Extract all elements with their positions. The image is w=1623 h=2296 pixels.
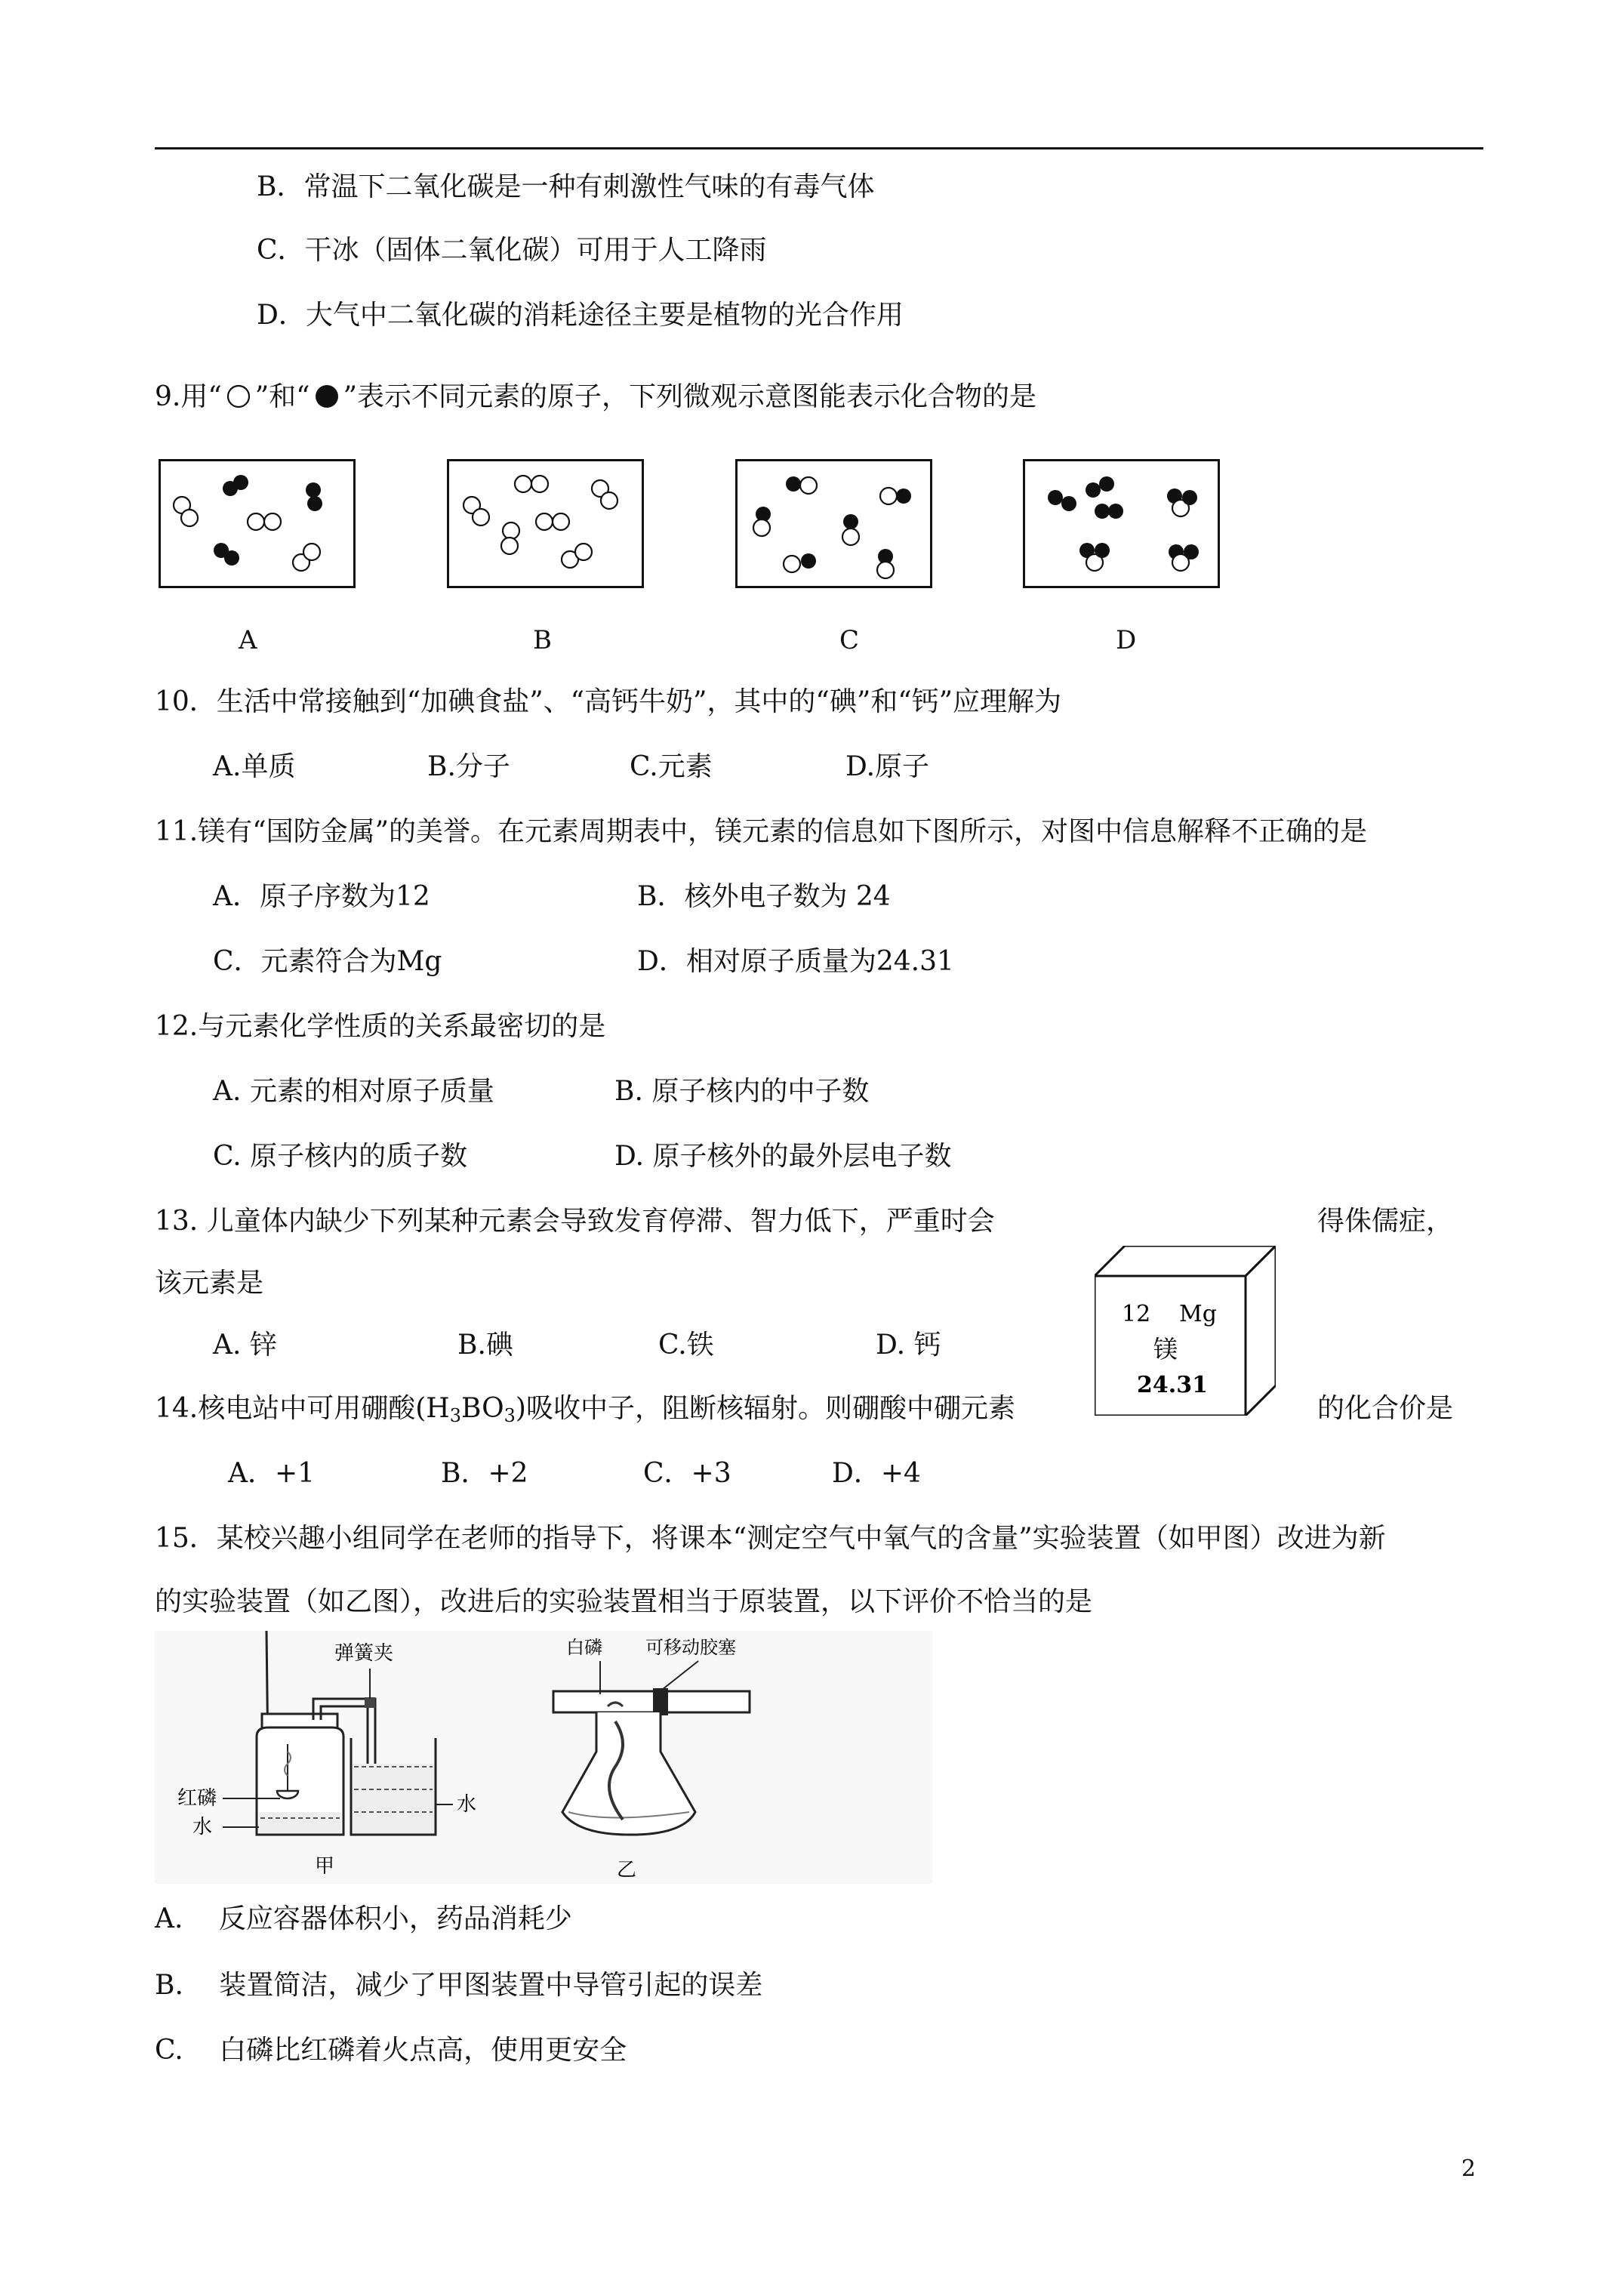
q10-stem: 10．生活中常接触到“加碘食盐”、“高钙牛奶”，其中的“碘”和“钙”应理解为 bbox=[155, 686, 1062, 717]
q14-option-b: B．+2 bbox=[441, 1458, 528, 1489]
molecule-diagram-d bbox=[1023, 459, 1220, 588]
q15-option-a: A. 反应容器体积小，药品消耗少 bbox=[155, 1903, 572, 1934]
white-atom-icon bbox=[222, 383, 255, 410]
header-rule bbox=[155, 147, 1483, 149]
q11-option-d: D．相对原子质量为24.31 bbox=[637, 946, 954, 977]
q13-option-c: C.铁 bbox=[658, 1330, 714, 1361]
q8-option-d: D．大气中二氧化碳的消耗途径主要是植物的光合作用 bbox=[257, 300, 904, 331]
q8-option-b: B．常温下二氧化碳是一种有刺激性气味的有毒气体 bbox=[257, 171, 875, 202]
q9-option-b-label: B bbox=[533, 625, 552, 655]
q9-option-d-label: D bbox=[1116, 625, 1137, 655]
q11-option-b: B．核外电子数为 24 bbox=[637, 881, 891, 912]
q9-option-c-label: C bbox=[839, 625, 860, 655]
q12-stem: 12.与元素化学性质的关系最密切的是 bbox=[155, 1011, 606, 1042]
black-atom-icon bbox=[310, 383, 343, 410]
molecule-diagram-c bbox=[735, 459, 932, 588]
q14-option-c: C．+3 bbox=[643, 1458, 731, 1489]
q11-option-a: A．原子序数为12 bbox=[213, 881, 430, 912]
q15-stem-line2: 的实验装置（如乙图），改进后的实验装置相当于原装置，以下评价不恰当的是 bbox=[155, 1586, 1093, 1617]
label-water-right: 水 bbox=[457, 1793, 477, 1816]
q13-option-b: B.碘 bbox=[457, 1330, 513, 1361]
q14-stem-end: 的化合价是 bbox=[1317, 1393, 1454, 1424]
q13-stem-end: 得侏儒症， bbox=[1317, 1206, 1454, 1237]
q12-option-b: B. 原子核内的中子数 bbox=[614, 1076, 870, 1107]
q10-option-c: C.元素 bbox=[630, 751, 713, 782]
label-white-phosphorus: 白磷 bbox=[566, 1637, 602, 1658]
label-movable-stopper: 可移动胶塞 bbox=[645, 1637, 736, 1658]
mg-symbol: Mg bbox=[1179, 1301, 1217, 1327]
label-spring-clip: 弹簧夹 bbox=[334, 1642, 394, 1665]
q10-option-d: D.原子 bbox=[845, 751, 930, 782]
q11-stem: 11.镁有“国防金属”的美誉。在元素周期表中，镁元素的信息如下图所示，对图中信息解释不正确的是 bbox=[155, 816, 1368, 847]
q14-stem: 14.核电站中可用硼酸$(H_3BO_3)$吸收中子，阻断核辐射。则硼酸中硼元素 bbox=[155, 1393, 1015, 1426]
q9-stem: 9.用“ ”和“ ”表示不同元素的原子，下列微观示意图能表示化合物的是 bbox=[155, 381, 1036, 412]
molecule-diagram-a bbox=[159, 459, 356, 588]
q10-option-a: A.单质 bbox=[213, 751, 296, 782]
q13-option-a: A. 锌 bbox=[213, 1330, 277, 1361]
q9-option-a-label: A bbox=[239, 625, 257, 655]
q14-option-d: D．+4 bbox=[832, 1458, 921, 1489]
q15-stem-line1: 15．某校兴趣小组同学在老师的指导下，将课本“测定空气中氧气的含量”实验装置（如甲图）改进为新 bbox=[155, 1523, 1386, 1554]
mg-atomic-number: 12 bbox=[1122, 1301, 1151, 1327]
label-jia: 甲 bbox=[315, 1855, 335, 1878]
q14-option-a: A．+1 bbox=[228, 1458, 316, 1489]
q13-stem-line2: 该元素是 bbox=[155, 1268, 264, 1299]
mg-name: 镁 bbox=[1153, 1335, 1178, 1364]
q13-option-d: D. 钙 bbox=[876, 1330, 941, 1361]
q12-option-a: A. 元素的相对原子质量 bbox=[213, 1076, 494, 1107]
magnesium-element-card bbox=[1095, 1246, 1276, 1416]
label-water-left: 水 bbox=[192, 1816, 213, 1838]
q13-stem: 13. 儿童体内缺少下列某种元素会导致发育停滞、智力低下，严重时会 bbox=[155, 1206, 995, 1237]
molecule-diagram-b bbox=[447, 459, 644, 588]
q10-option-b: B.分子 bbox=[427, 751, 510, 782]
page-number: 2 bbox=[1461, 2156, 1476, 2182]
label-red-phosphorus: 红磷 bbox=[177, 1787, 217, 1810]
q15-option-c: C. 白磷比红磷着火点高，使用更安全 bbox=[155, 2035, 627, 2066]
q15-option-b: B. 装置简洁，减少了甲图装置中导管引起的误差 bbox=[155, 1970, 763, 2001]
label-yi: 乙 bbox=[617, 1859, 637, 1881]
q12-option-d: D. 原子核外的最外层电子数 bbox=[614, 1141, 952, 1172]
oxygen-experiment-apparatus-figure bbox=[155, 1631, 932, 1884]
mg-atomic-mass: 24.31 bbox=[1137, 1372, 1208, 1398]
q12-option-c: C. 原子核内的质子数 bbox=[213, 1141, 468, 1172]
q11-option-c: C．元素符合为Mg bbox=[213, 946, 442, 977]
q8-option-c: C．干冰（固体二氧化碳）可用于人工降雨 bbox=[257, 235, 767, 266]
